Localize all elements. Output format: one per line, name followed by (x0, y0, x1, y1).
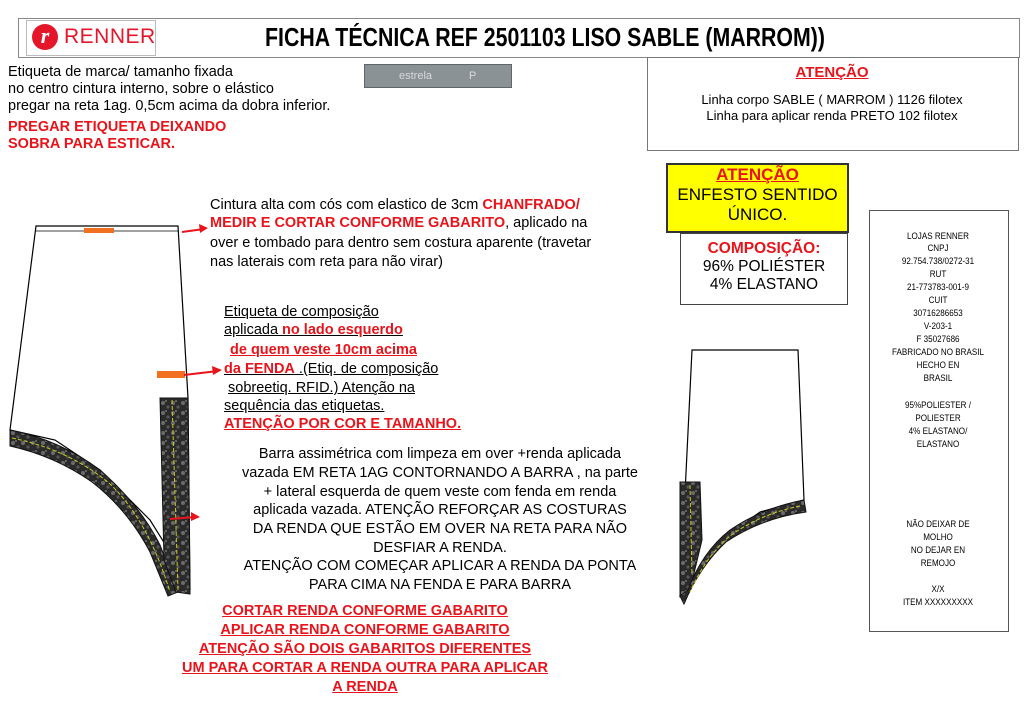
comp-note-red-4: da FENDA (224, 361, 295, 377)
care-line-16: ELASTANO (916, 439, 960, 450)
hem-note-line-6: DESFIAR A RENDA. (373, 540, 507, 556)
hem-note-line-2: vazada EM RETA 1AG CONTORNANDO A BARRA , na parte (242, 465, 638, 481)
care-line-4: RUT (929, 269, 947, 280)
lace-note-line-4: UM PARA CORTAR A RENDA OUTRA PARA APLICAR (182, 660, 548, 676)
care-line-10: FABRICADO NO BRASIL (891, 347, 984, 358)
hem-note-line-5: DA RENDA QUE ESTÃO EM OVER NA RETA PARA NÃO (252, 521, 628, 537)
comp-note-red-2: no lado esquerdo (282, 322, 403, 338)
waist-note-line-4: nas laterais com reta para não virar) (210, 254, 443, 270)
composition-line-2: 4% ELASTANO (709, 276, 819, 293)
composition-label-marker (157, 371, 185, 378)
label-tag-brand: estrela (399, 70, 433, 82)
care-line-1: LOJAS RENNER (907, 231, 969, 242)
care-line-18: MOLHO (923, 532, 953, 543)
care-line-2: CNPJ (927, 243, 949, 254)
enfesto-line-1: ENFESTO SENTIDO (677, 185, 838, 204)
comp-note-line-4 (224, 361, 438, 378)
waist-note-red-1: CHANFRADO/ (482, 197, 580, 213)
page-title: FICHA TÉCNICA REF 2501103 LISO SABLE (MARROM)) (265, 22, 825, 52)
comp-note-line-5: sobreetiq. RFID.) Atenção na (228, 380, 415, 396)
care-line-15: 4% ELASTANO/ (908, 426, 968, 437)
brand-label-marker (84, 228, 114, 233)
care-line-7: 30716286653 (913, 308, 963, 319)
lace-note-line-5: A RENDA (332, 679, 398, 695)
brand-label-note-line-3: pregar na reta 1ag. 0,5cm acima da dobra inferior. (8, 98, 331, 114)
care-line-19: NO DEJAR EN (910, 545, 966, 556)
care-line-5: 21-773783-001-9 (907, 282, 969, 293)
care-line-3: 92.754.738/0272-31 (901, 256, 975, 267)
waist-note-line-3: over e tombado para dentro sem costura aparente (travetar (210, 235, 592, 251)
skirt-back-drawing (680, 350, 806, 604)
comp-note-line-7: ATENÇÃO POR COR E TAMANHO. (224, 416, 462, 432)
care-line-17: NÃO DEIXAR DE (906, 519, 970, 530)
waist-note-text-2: , aplicado na (505, 215, 588, 231)
care-line-22: ITEM XXXXXXXXX (902, 597, 974, 608)
care-line-13: 95%POLIESTER / (905, 400, 971, 411)
lace-note-line-2: APLICAR RENDA CONFORME GABARITO (220, 622, 510, 638)
care-line-14: POLIESTER (915, 413, 961, 424)
care-line-12: BRASIL (923, 373, 953, 384)
skirt-front-drawing (10, 226, 190, 596)
lace-note-line-3: ATENÇÃO SÃO DOIS GABARITOS DIFERENTES (198, 641, 532, 657)
hem-note-line-1: Barra assimétrica com limpeza em over +renda aplicada (258, 446, 622, 462)
hem-note-line-4: aplicada vazada. ATENÇÃO REFORÇAR AS COSTURAS (253, 502, 627, 518)
lace-note-line-1: CORTAR RENDA CONFORME GABARITO (222, 603, 508, 619)
brand-label-note-line-1: Etiqueta de marca/ tamanho fixada (8, 64, 233, 80)
comp-note-line-2 (224, 322, 403, 339)
brand-name: RENNER (64, 25, 156, 48)
brand-label-note-line-2: no centro cintura interno, sobre o elástico (8, 81, 274, 97)
brand-label-warning-line-2: SOBRA PARA ESTICAR. (8, 136, 176, 152)
hem-note-line-7: ATENÇÃO COM COMEÇAR APLICAR A RENDA DA PONTA (243, 558, 637, 574)
comp-note-text-4: .(Etiq. de composição (294, 361, 439, 377)
hem-note-line-8: PARA CIMA NA FENDA E PARA BARRA (308, 577, 572, 593)
attention-line-2: Linha para aplicar renda PRETO 102 filotex (706, 108, 958, 123)
care-line-8: V-203-1 (923, 321, 953, 332)
enfesto-title: ATENÇÃO (716, 165, 799, 184)
comp-note-line-3: de quem veste 10cm acima (230, 342, 417, 358)
label-tag-size: P (469, 70, 477, 82)
attention-line-1: Linha corpo SABLE ( MARROM ) 1126 filotex (701, 92, 963, 107)
enfesto-line-2: ÚNICO. (727, 205, 788, 224)
composition-line-1: 96% POLIÉSTER (702, 258, 826, 275)
hem-note-line-3: + lateral esquerda de quem veste com fenda em renda (263, 484, 617, 500)
composition-title: COMPOSIÇÃO: (707, 240, 821, 257)
care-line-6: CUIT (928, 295, 948, 306)
care-line-9: F 35027686 (916, 334, 960, 345)
attention-title: ATENÇÃO (795, 64, 869, 81)
care-line-20: REMOJO (920, 558, 956, 569)
brand-label-warning-line-1: PREGAR ETIQUETA DEIXANDO (8, 119, 227, 135)
waist-note-line-1 (210, 197, 580, 214)
comp-note-text-2: aplicada (224, 322, 283, 338)
waist-note-red-2: MEDIR E CORTAR CONFORME GABARITO (210, 215, 506, 231)
waist-note-text-1: Cintura alta com cós com elastico de 3cm (210, 197, 483, 213)
brand-logo-mark: r (32, 24, 58, 50)
comp-note-line-6: sequência das etiquetas. (224, 398, 385, 414)
comp-note-line-1: Etiqueta de composição (224, 304, 379, 320)
care-line-11: HECHO EN (916, 360, 960, 371)
care-line-21: X/X (931, 584, 945, 595)
waist-note-line-2 (210, 215, 587, 232)
